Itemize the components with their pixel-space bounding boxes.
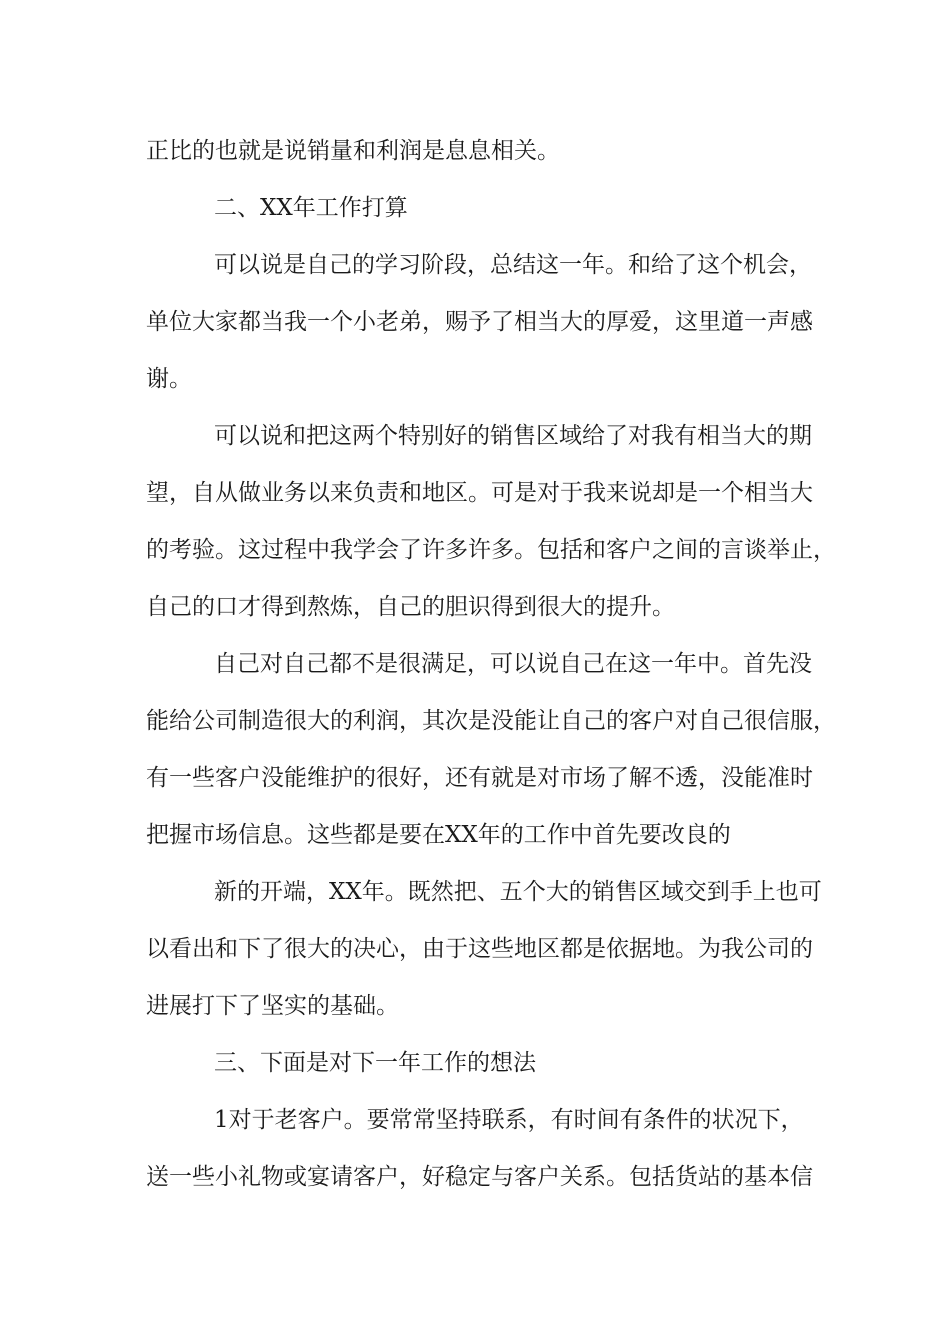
text-line: 送一些小礼物或宴请客户，好稳定与客户关系。包括货站的基本信 [146, 1164, 813, 1190]
section-heading: 三、下面是对下一年工作的想法 [214, 1050, 536, 1076]
section-heading: 二、XX年工作打算 [214, 195, 408, 221]
text-line: 的考验。这过程中我学会了许多许多。包括和客户之间的言谈举止， [146, 537, 836, 563]
text-line: 可以说和把这两个特别好的销售区域给了对我有相当大的期 [214, 423, 812, 449]
text-line: 有一些客户没能维护的很好，还有就是对市场了解不透，没能准时 [146, 765, 813, 791]
text-line: 把握市场信息。这些都是要在XX年的工作中首先要改良的 [146, 822, 731, 848]
text-line: 望，自从做业务以来负责和地区。可是对于我来说却是一个相当大 [146, 480, 813, 506]
text-line: 正比的也就是说销量和利润是息息相关。 [146, 138, 560, 164]
text-line: 新的开端，XX年。既然把、五个大的销售区域交到手上也可 [214, 879, 822, 905]
text-line: 进展打下了坚实的基础。 [146, 993, 399, 1019]
text-line: 单位大家都当我一个小老弟，赐予了相当大的厚爱，这里道一声感 [146, 309, 813, 335]
text-line: 以看出和下了很大的决心，由于这些地区都是依据地。为我公司的 [146, 936, 813, 962]
text-line: 可以说是自己的学习阶段，总结这一年。和给了这个机会， [214, 252, 812, 278]
text-line: 自己的口才得到熬炼，自己的胆识得到很大的提升。 [146, 594, 675, 620]
text-line: 能给公司制造很大的利润，其次是没能让自己的客户对自己很信服， [146, 708, 836, 734]
text-line: 自己对自己都不是很满足，可以说自己在这一年中。首先没 [214, 651, 812, 677]
text-line: 1对于老客户。要常常坚持联系，有时间有条件的状况下， [214, 1107, 804, 1133]
text-line: 谢。 [146, 366, 192, 392]
